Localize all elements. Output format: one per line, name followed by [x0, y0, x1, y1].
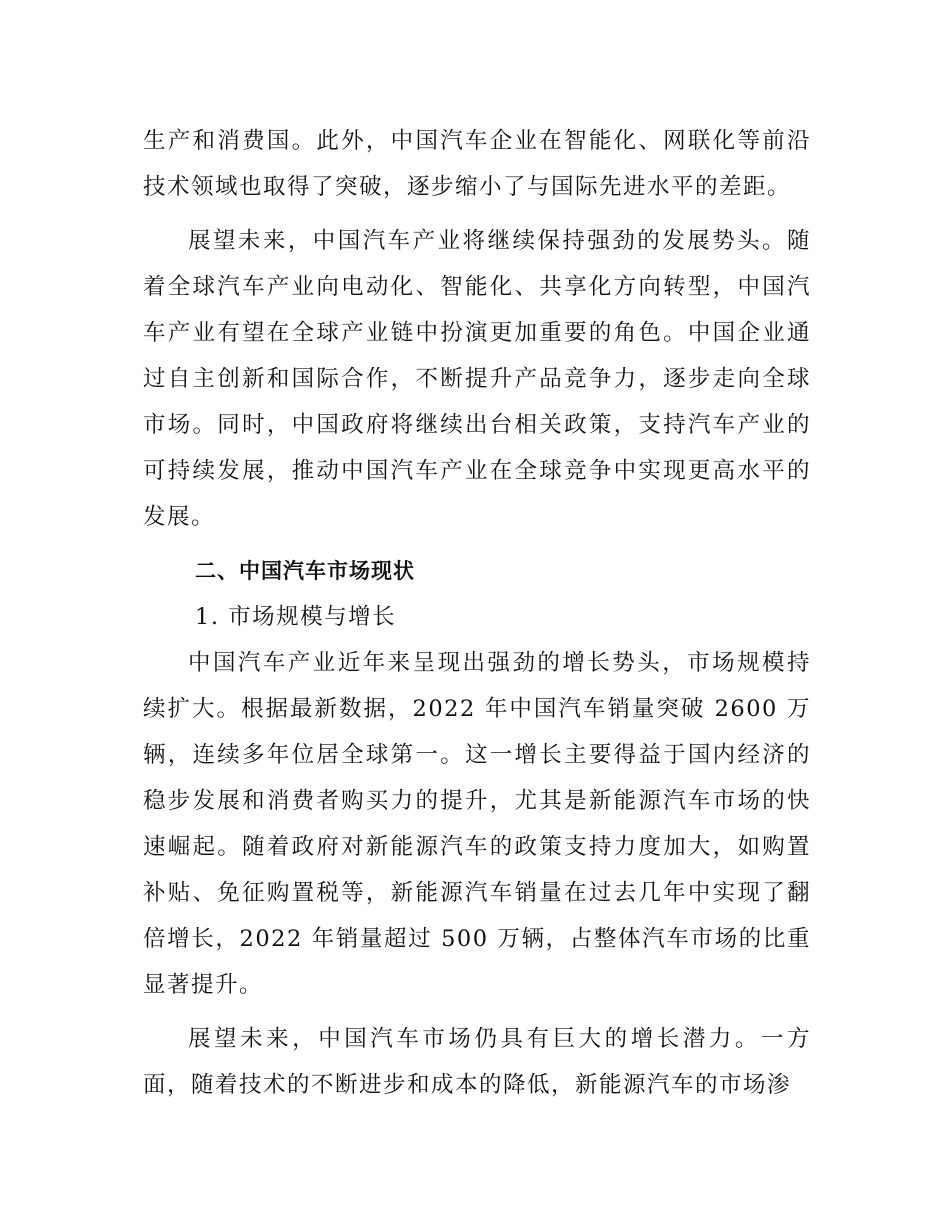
paragraph-continued: 生产和消费国。此外，中国汽车企业在智能化、网联化等前沿技术领域也取得了突破，逐步缩小了与国际先进水平的差距。 — [143, 128, 811, 200]
paragraph-market-scale: 中国汽车产业近年来呈现出强劲的增长势头，市场规模持续扩大。根据最新数据，2022 年中国汽车销量突破 2600 万辆，连续多年位居全球第一。这一增长主要得益于国内经济的稳步发展和消费者购买力的提升，尤其是新能源汽车市场的快速崛起。随着政府对新能源汽车的政策支持力度加大，如购置补贴、免征购置税等，新能源汽车销量在过去几年中实现了翻倍增长，2022 年销量超过 500 万辆，占整体汽车市场的比重显著提升。 — [143, 650, 811, 998]
paragraph-outlook-industry: 展望未来，中国汽车产业将继续保持强劲的发展势头。随着全球汽车产业向电动化、智能化、共享化方向转型，中国汽车产业有望在全球产业链中扮演更加重要的角色。中国企业通过自主创新和国际合作，不断提升产品竞争力，逐步走向全球市场。同时，中国政府将继续出台相关政策，支持汽车产业的可持续发展，推动中国汽车产业在全球竞争中实现更高水平的发展。 — [143, 228, 811, 530]
document-body — [143, 118, 811, 1108]
paragraph-outlook-market: 展望未来，中国汽车市场仍具有巨大的增长潜力。一方面，随着技术的不断进步和成本的降低，新能源汽车的市场渗 — [143, 1026, 811, 1098]
section-heading: 二、中国汽车市场现状 — [195, 559, 415, 583]
paragraph-spacer — [143, 540, 811, 548]
paragraph-spacer — [143, 1008, 811, 1016]
subsection-heading: 1. 市场规模与增长 — [195, 604, 397, 630]
paragraph-spacer — [143, 210, 811, 218]
